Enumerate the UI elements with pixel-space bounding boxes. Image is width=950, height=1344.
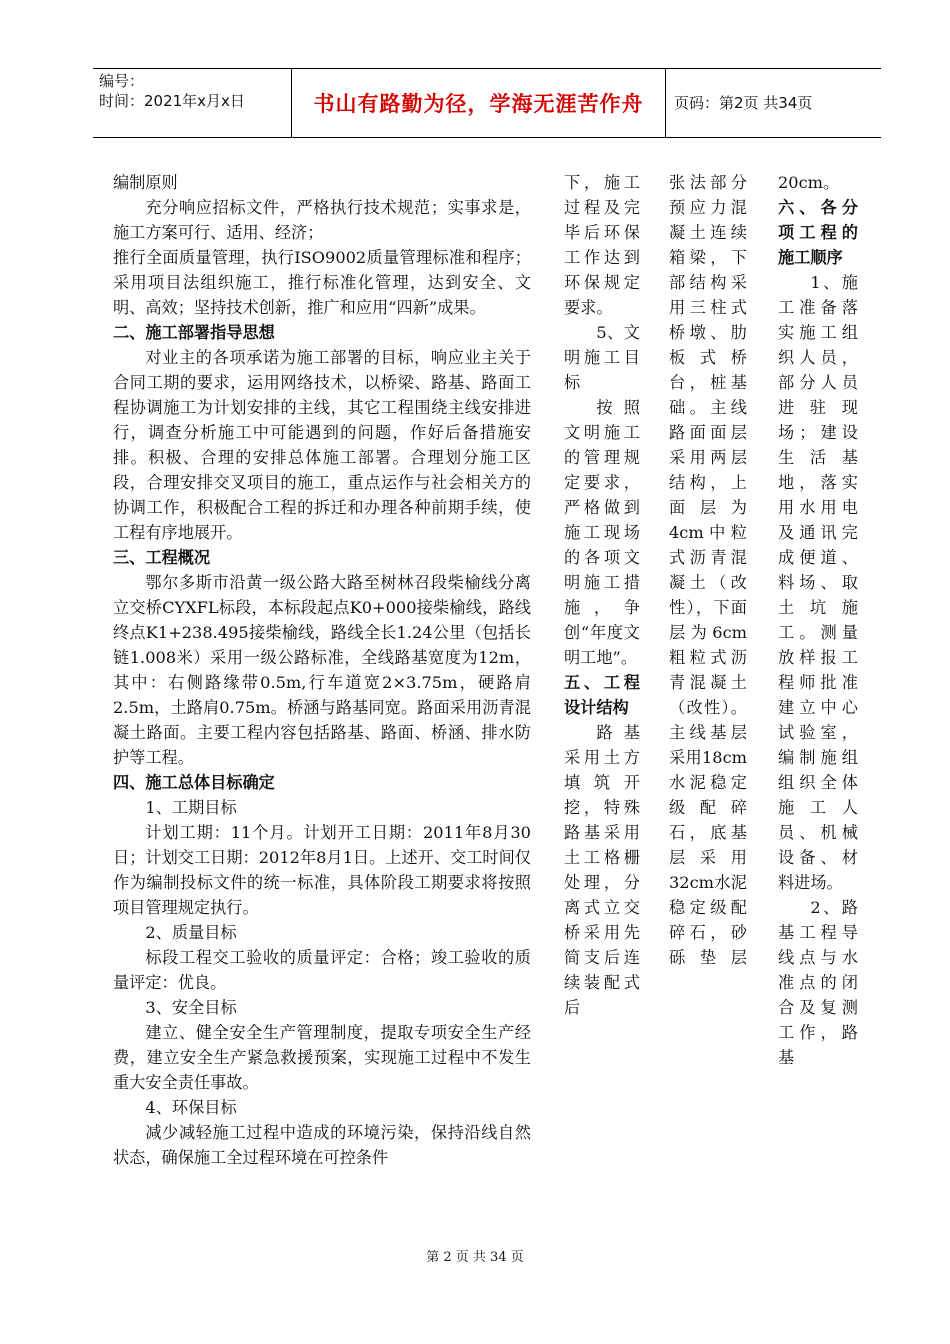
paragraph: 建立、健全安全生产管理制度，提取专项安全生产经费，建立安全生产紧急救援预案，实现施工过程中不发生重大安全责任事故。 [113,1023,531,1092]
paragraph: 3、安全目标 [145,998,237,1017]
section-heading: 二、施工部署指导思想 [113,323,275,342]
header-page-cell [666,69,881,137]
time-label: 时间：2021年x月x日 [99,92,245,110]
paragraph: 充分响应招标文件，严格执行技术规范；实事求是，施工方案可行、适用、经济； [113,198,531,242]
paragraph: 路基采用土方填筑开挖，特殊路基采用土工格栅处理，分离式立交桥采用先简支后连续装配式后 [564,723,640,1017]
paragraph: 下，施工过程及完毕后环保工作达到环保规定要求。 [564,173,640,317]
page-footer: 第 2 页 共 34 页 [426,1250,524,1265]
paragraph: 减少减轻施工过程中造成的环境污染，保持沿线自然状态，确保施工全过程环境在可控条件 [113,1123,531,1167]
body-column-3 [669,170,747,970]
paragraph: 计划工期：11个月。计划开工日期：2011年8月30日；计划交工日期：2012年8月1日。上述开、交工时间仅作为编制投标文件的统一标准，具体阶段工期要求将按照项目管理规定执行。 [113,823,531,917]
body-column-4 [778,170,858,1070]
section-heading: 五、工程设计结构 [564,673,640,717]
section-heading: 四、施工总体目标确定 [113,773,275,792]
paragraph: 标段工程交工验收的质量评定：合格；竣工验收的质量评定：优良。 [113,948,531,992]
paragraph: 20cm。 [778,173,840,192]
header-motto-cell [292,69,666,137]
serial-label: 编号： [99,72,145,90]
paragraph: 对业主的各项承诺为施工部署的目标，响应业主关于合同工期的要求，运用网络技术，以桥梁、路基、路面工程协调施工为计划安排的主线，其它工程围绕主线安排进行，调查分析施工中可能遇到的问题，作好后备措施安排。积极、合理的安排总体施工部署。合理划分施工区段，合理安排交叉项目的施工，重点运作与社会相关方的协调工作，积极配合工程的拆迁和办理各种前期手续，使工程有序地展开。 [113,348,531,542]
paragraph: 按照文明施工的管理规定要求，严格做到施工现场的各项文明施工措施，争创“年度文明工地”。 [564,398,640,667]
paragraph: 1、施工准备落实施工组织人员，部分人员进驻现场；建设生活基地，落实用水用电及通讯完成便道、料场、取土坑施工。测量放样报工程师批准建立中心试验室，编制施组组织全体施工人员、机械设备、材料进场。 [778,273,858,892]
paragraph: 编制原则 [113,173,178,192]
paragraph: 2、路基工程导线点与水准点的闭合及复测工作，路基 [778,898,858,1067]
section-heading: 六、各分项工程的施工顺序 [778,198,858,267]
motto-text: 书山有路勤为径，学海无涯苦作舟 [313,92,644,116]
body-column-1 [113,170,531,1170]
paragraph: 4、环保目标 [145,1098,237,1117]
paragraph: 2、质量目标 [145,923,237,942]
paragraph: 1、工期目标 [145,798,237,817]
paragraph: 5、文明施工目标 [564,323,640,392]
paragraph: 推行全面质量管理，执行ISO9002质量管理标准和程序；采用项目法组织施工，推行标准化管理，达到安全、文明、高效；坚持技术创新，推广和应用“四新”成果。 [113,248,531,317]
section-heading: 三、工程概况 [113,548,211,567]
paragraph: 鄂尔多斯市沿黄一级公路大路至树林召段柴榆线分离立交桥CYXFL标段，本标段起点K0+000接柴榆线，路线终点K1+238.495接柴榆线，路线全长1.24公里（包括长链1.008米）采用一级公路标准，全线路基宽度为12m，其中：右侧路缘带0.5m,行车道宽2×3.75m，硬路肩2.5m，土路肩0.75m。桥涵与路基同宽。路面采用沥青混凝土路面。主要工程内容包括路基、路面、桥涵、排水防护等工程。 [113,573,531,767]
header-meta-cell [93,69,292,137]
page-info: 页码：第2页 共34页 [674,94,813,112]
page-header [93,68,881,138]
paragraph: 张法部分预应力混凝土连续箱梁，下部结构采用三柱式桥墩、肋板式桥台，桩基础。主线路面面层采用两层结构，上面层为4cm中粒式沥青混凝土（改性），下面层为6cm粗粒式沥青混凝土（改性）。主线基层采用18cm水泥稳定级配碎石，底基层采用32cm水泥稳定级配碎石，砂砾垫层 [669,173,747,967]
body-column-2 [564,170,640,1020]
